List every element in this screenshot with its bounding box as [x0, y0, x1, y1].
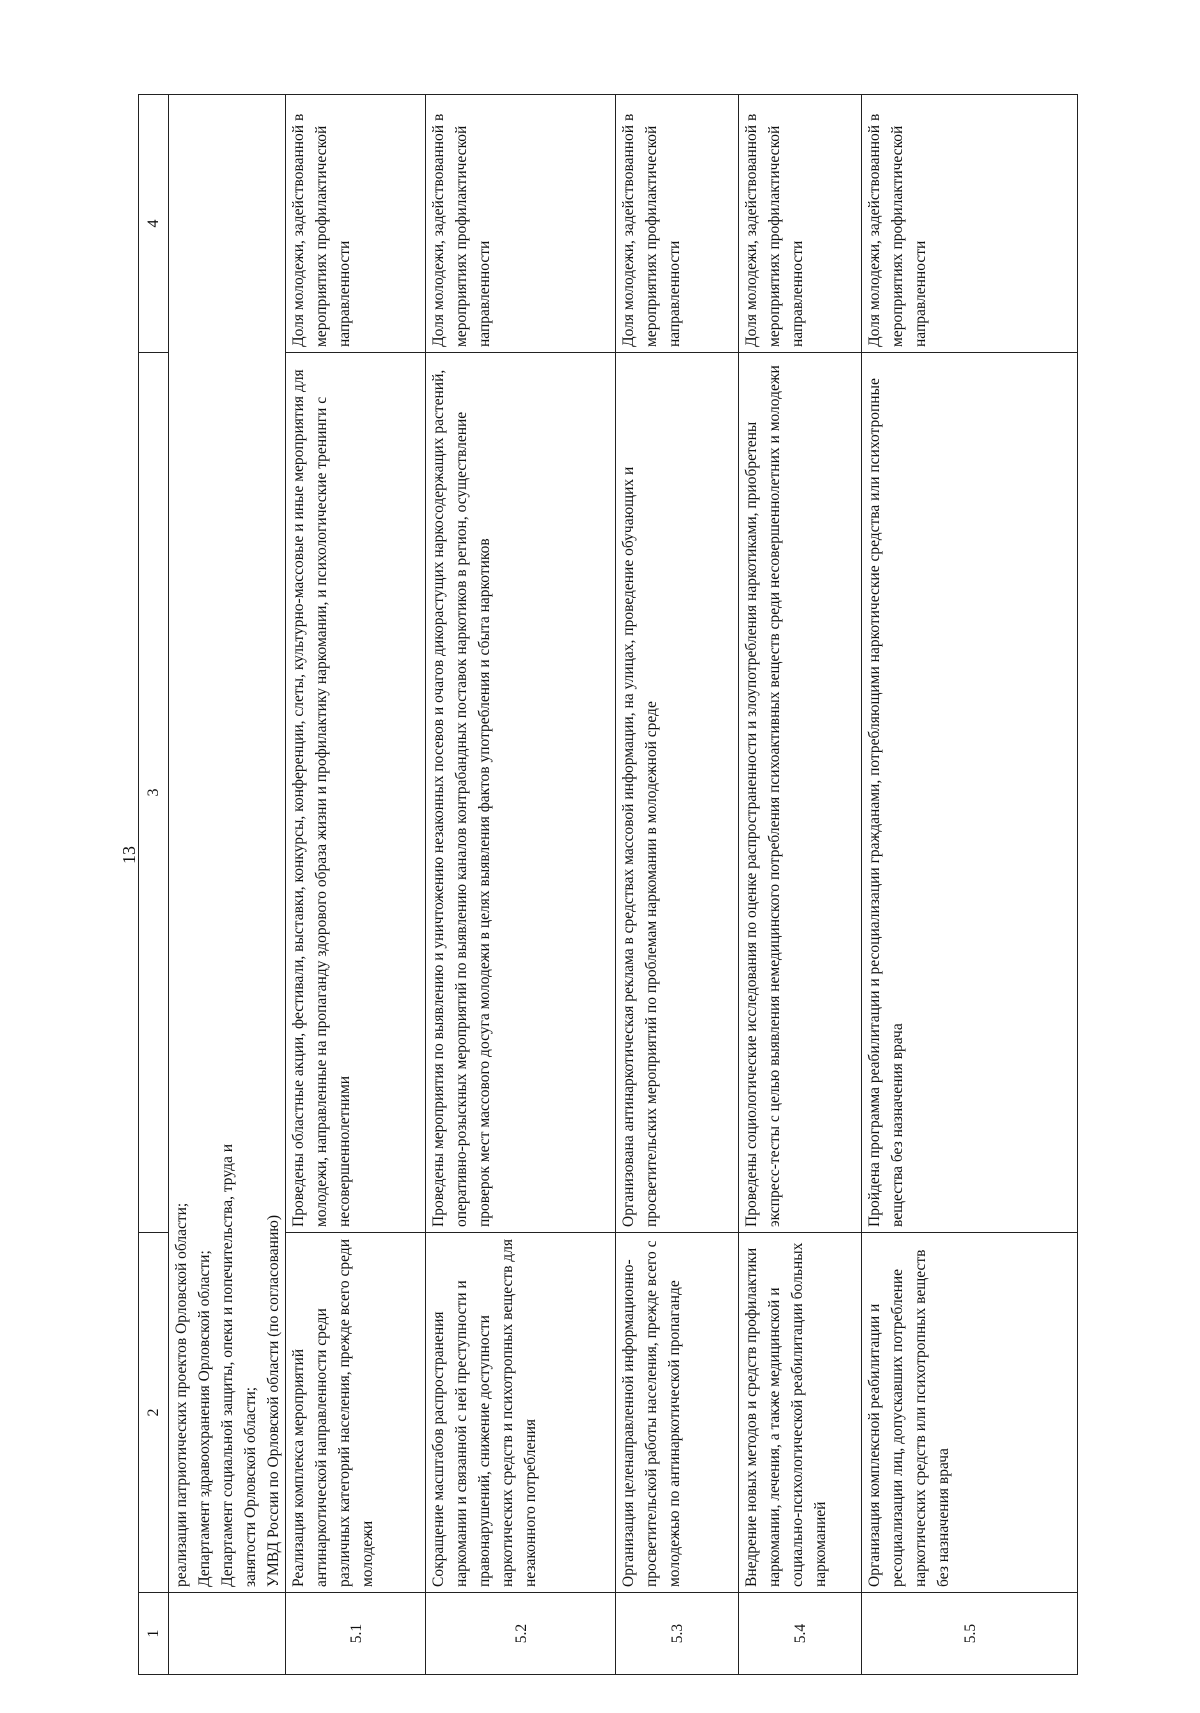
responsible-num-cell — [169, 1593, 286, 1675]
measures-table — [138, 94, 1078, 1675]
measure-cell: Внедрение новых методов и средств профилактики наркомании, лечения, а также медицинской и социально-психологической реабилитации больных наркоманией — [739, 1233, 862, 1593]
responsible-cell — [169, 95, 286, 1593]
responsible-line: УМВД России по Орловской области (по согласованию) — [265, 1215, 282, 1587]
table-row — [739, 95, 862, 1675]
measure-cell: Организация комплексной реабилитации и ресоциализации лиц, допускавших потребление наркотических средств или психотропных веществ без назначения врача — [862, 1233, 1078, 1593]
rotated-table-container — [138, 95, 1078, 1675]
table-row — [616, 95, 739, 1675]
table-row — [426, 95, 616, 1675]
responsible-line: Департамент здравоохранения Орловской области; — [196, 1250, 213, 1587]
col-header-3: 3 — [139, 353, 169, 1233]
measure-cell: Сокращение масштабов распространения наркомании и связанной с ней преступности и правонарушений, снижение доступности наркотических средств и психотропных веществ для незаконного потребления — [426, 1233, 616, 1593]
page-number: 13 — [119, 846, 139, 864]
table-row — [286, 95, 426, 1675]
measure-cell: Организация целенаправленной информационно-просветительской работы населения, прежде всего с молодежью по антинаркотической пропаганде — [616, 1233, 739, 1593]
indicator-cell: Доля молодежи, задействованной в мероприятиях профилактической направленности — [739, 95, 862, 353]
indicator-cell: Доля молодежи, задействованной в мероприятиях профилактической направленности — [616, 95, 739, 353]
table-row — [862, 95, 1078, 1675]
result-cell: Пройдена программа реабилитации и ресоциализации гражданами, потребляющими наркотические средства или психотропные вещества без назначения врача — [862, 353, 1078, 1233]
col-header-1: 1 — [139, 1593, 169, 1675]
responsible-line: Департамент социальной защиты, опеки и попечительства, труда и — [219, 1143, 236, 1587]
indicator-cell: Доля молодежи, задействованной в мероприятиях профилактической направленности — [286, 95, 426, 353]
measure-cell: Реализация комплекса мероприятий антинаркотической направленности среди различных категорий населения, прежде всего среди молодежи — [286, 1233, 426, 1593]
col-header-4: 4 — [139, 95, 169, 353]
row-number: 5.5 — [862, 1593, 1078, 1675]
responsible-line: занятости Орловской области; — [242, 1386, 259, 1587]
col-header-2: 2 — [139, 1233, 169, 1593]
indicator-cell: Доля молодежи, задействованной в мероприятиях профилактической направленности — [862, 95, 1078, 353]
responsible-line: реализации патриотических проектов Орловской области; — [173, 1202, 190, 1587]
row-number: 5.2 — [426, 1593, 616, 1675]
responsible-text — [169, 95, 285, 1592]
table-header-row — [139, 95, 169, 1675]
row-number: 5.3 — [616, 1593, 739, 1675]
result-cell: Проведены социологические исследования по оценке распространенности и злоупотребления наркотиками, приобретены экспресс-тесты с целью выявления немедицинского потребления психоактивных веществ среди несовершеннолетних и молодежи — [739, 353, 862, 1233]
result-cell: Проведены областные акции, фестивали, выставки, конкурсы, конференции, слеты, культурно-массовые и иные мероприятия для молодежи, направленные на пропаганду здорового образа жизни и профилактику наркомании, и психологические тренинги с несовершеннолетними — [286, 353, 426, 1233]
indicator-cell: Доля молодежи, задействованной в мероприятиях профилактической направленности — [426, 95, 616, 353]
responsible-row — [169, 95, 286, 1675]
result-cell: Проведены мероприятия по выявлению и уничтожению незаконных посевов и очагов дикорастущих наркосодержащих растений, оперативно-розыскных мероприятий по выявлению каналов контрабандных поставок наркотиков в регион, осуществление проверок мест массового досуга молодежи в целях выявления фактов употребления и сбыта наркотиков — [426, 353, 616, 1233]
row-number: 5.4 — [739, 1593, 862, 1675]
row-number: 5.1 — [286, 1593, 426, 1675]
result-cell: Организована антинаркотическая реклама в средствах массовой информации, на улицах, проведение обучающих и просветительских мероприятий по проблемам наркомании в молодежной среде — [616, 353, 739, 1233]
